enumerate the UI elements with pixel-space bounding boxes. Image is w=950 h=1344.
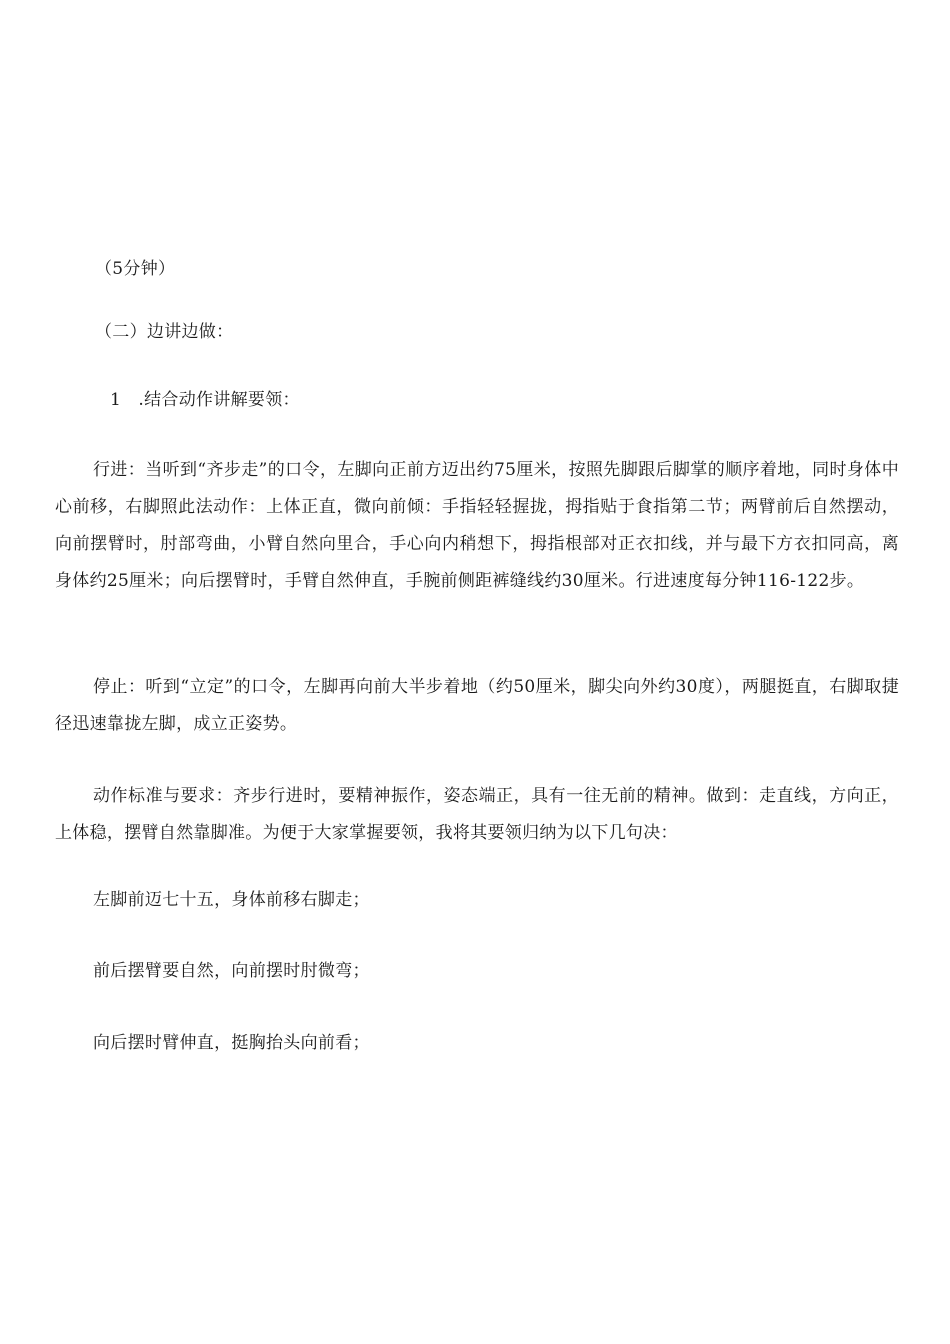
list-item-1: 1 .结合动作讲解要领： (110, 390, 300, 410)
duration-note: （5分钟） (95, 259, 176, 279)
verse-line-3: 向后摆时臂伸直，挺胸抬头向前看； (93, 1033, 370, 1053)
verse-line-2: 前后摆臂要自然，向前摆时肘微弯； (93, 961, 370, 981)
paragraph-stop: 停止：听到“立定”的口令，左脚再向前大半步着地（约50厘米，脚尖向外约30度），两腿挺直，右脚取捷径迅速靠拢左脚，成立正姿势。 (55, 677, 899, 734)
verse-line-1: 左脚前迈七十五，身体前移右脚走； (93, 890, 370, 910)
paragraph-marching: 行进：当听到“齐步走”的口令，左脚向正前方迈出约75厘米，按照先脚跟后脚掌的顺序着地，同时身体中心前移，右脚照此法动作：上体正直，微向前倾：手指轻轻握拢，拇指贴于食指第二节；两臂前后自然摆动，向前摆臂时，肘部弯曲，小臂自然向里合，手心向内稍想下，拇指根部对正衣扣线，并与最下方衣扣同高，离身体约25厘米；向后摆臂时，手臂自然伸直，手腕前侧距裤缝线约30厘米。行进速度每分钟116-122步。 (55, 460, 899, 591)
section-heading: （二）边讲边做： (95, 322, 234, 342)
paragraph-standard: 动作标准与要求：齐步行进时，要精神振作，姿态端正，具有一往无前的精神。做到：走直线，方向正，上体稳，摆臂自然靠脚准。为便于大家掌握要领，我将其要领归纳为以下几句决： (55, 786, 899, 843)
